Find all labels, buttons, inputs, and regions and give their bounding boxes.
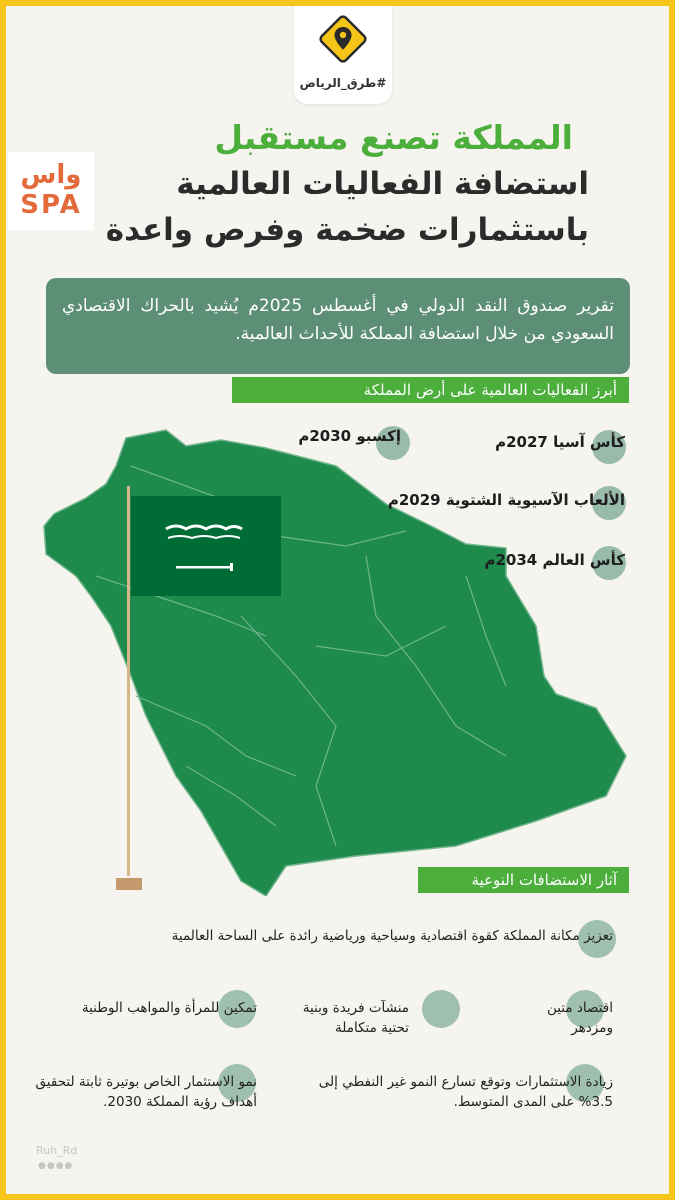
effect-bullet-3 <box>422 990 460 1028</box>
title-line-1: المملكة تصنع مستقبل <box>214 118 573 157</box>
flag-pole-base <box>116 878 142 890</box>
effect-investment-growth: زيادة الاستثمارات وتوقع تسارع النمو غير النفطي إلى 3.5% على المدى المتوسط. <box>318 1074 613 1110</box>
saudi-flag-icon <box>131 496 281 596</box>
spa-logo-arabic: واس <box>20 160 82 190</box>
imf-report-box: تقرير صندوق النقد الدولي في أغسطس 2025م يُشيد بالحراك الاقتصادي السعودي من خلال استضافة المملكة للأحداث العالمية. <box>46 278 630 374</box>
events-section-heading: أبرز الفعاليات العالمية على أرض المملكة <box>232 377 629 403</box>
spa-logo-latin: SPA <box>20 190 82 220</box>
location-badge <box>294 6 392 104</box>
event-winter-games: الألعاب الآسيوية الشتوية 2029م <box>387 491 625 509</box>
hashtag-label: #طرق_الرياض <box>299 76 387 90</box>
spa-logo <box>8 152 94 230</box>
map-pin-icon <box>314 10 372 68</box>
effect-infrastructure: منشآت فريدة وبنية تحتية متكاملة <box>302 1000 409 1036</box>
footer-handle: Ruh_Rd <box>36 1144 78 1157</box>
flag-pole <box>127 486 130 876</box>
event-expo: إكسبو 2030م <box>298 427 401 445</box>
event-asian-cup: كأس آسيا 2027م <box>495 433 625 451</box>
effect-empowerment: تمكين للمرأة والمواهب الوطنية <box>81 1000 257 1016</box>
effect-private-investment: نمو الاستثمار الخاص بوتيرة ثابتة لتحقيق أهداف رؤية المملكة 2030. <box>35 1074 257 1110</box>
event-world-cup: كأس العالم 2034م <box>484 551 625 569</box>
infographic-page <box>6 6 669 1194</box>
title-line-2: استضافة الفعاليات العالمية <box>176 166 589 202</box>
social-icons: ●●●● <box>38 1161 74 1171</box>
effects-section-heading: آثار الاستضافات النوعية <box>418 867 629 893</box>
title-line-3: باستثمارات ضخمة وفرص واعدة <box>105 212 589 248</box>
effect-global-status: تعزيز مكانة المملكة كقوة اقتصادية وسياحية ورياضية رائدة على الساحة العالمية <box>171 928 613 944</box>
effect-strong-economy: اقتصاد متين ومزدهر <box>546 1000 613 1036</box>
